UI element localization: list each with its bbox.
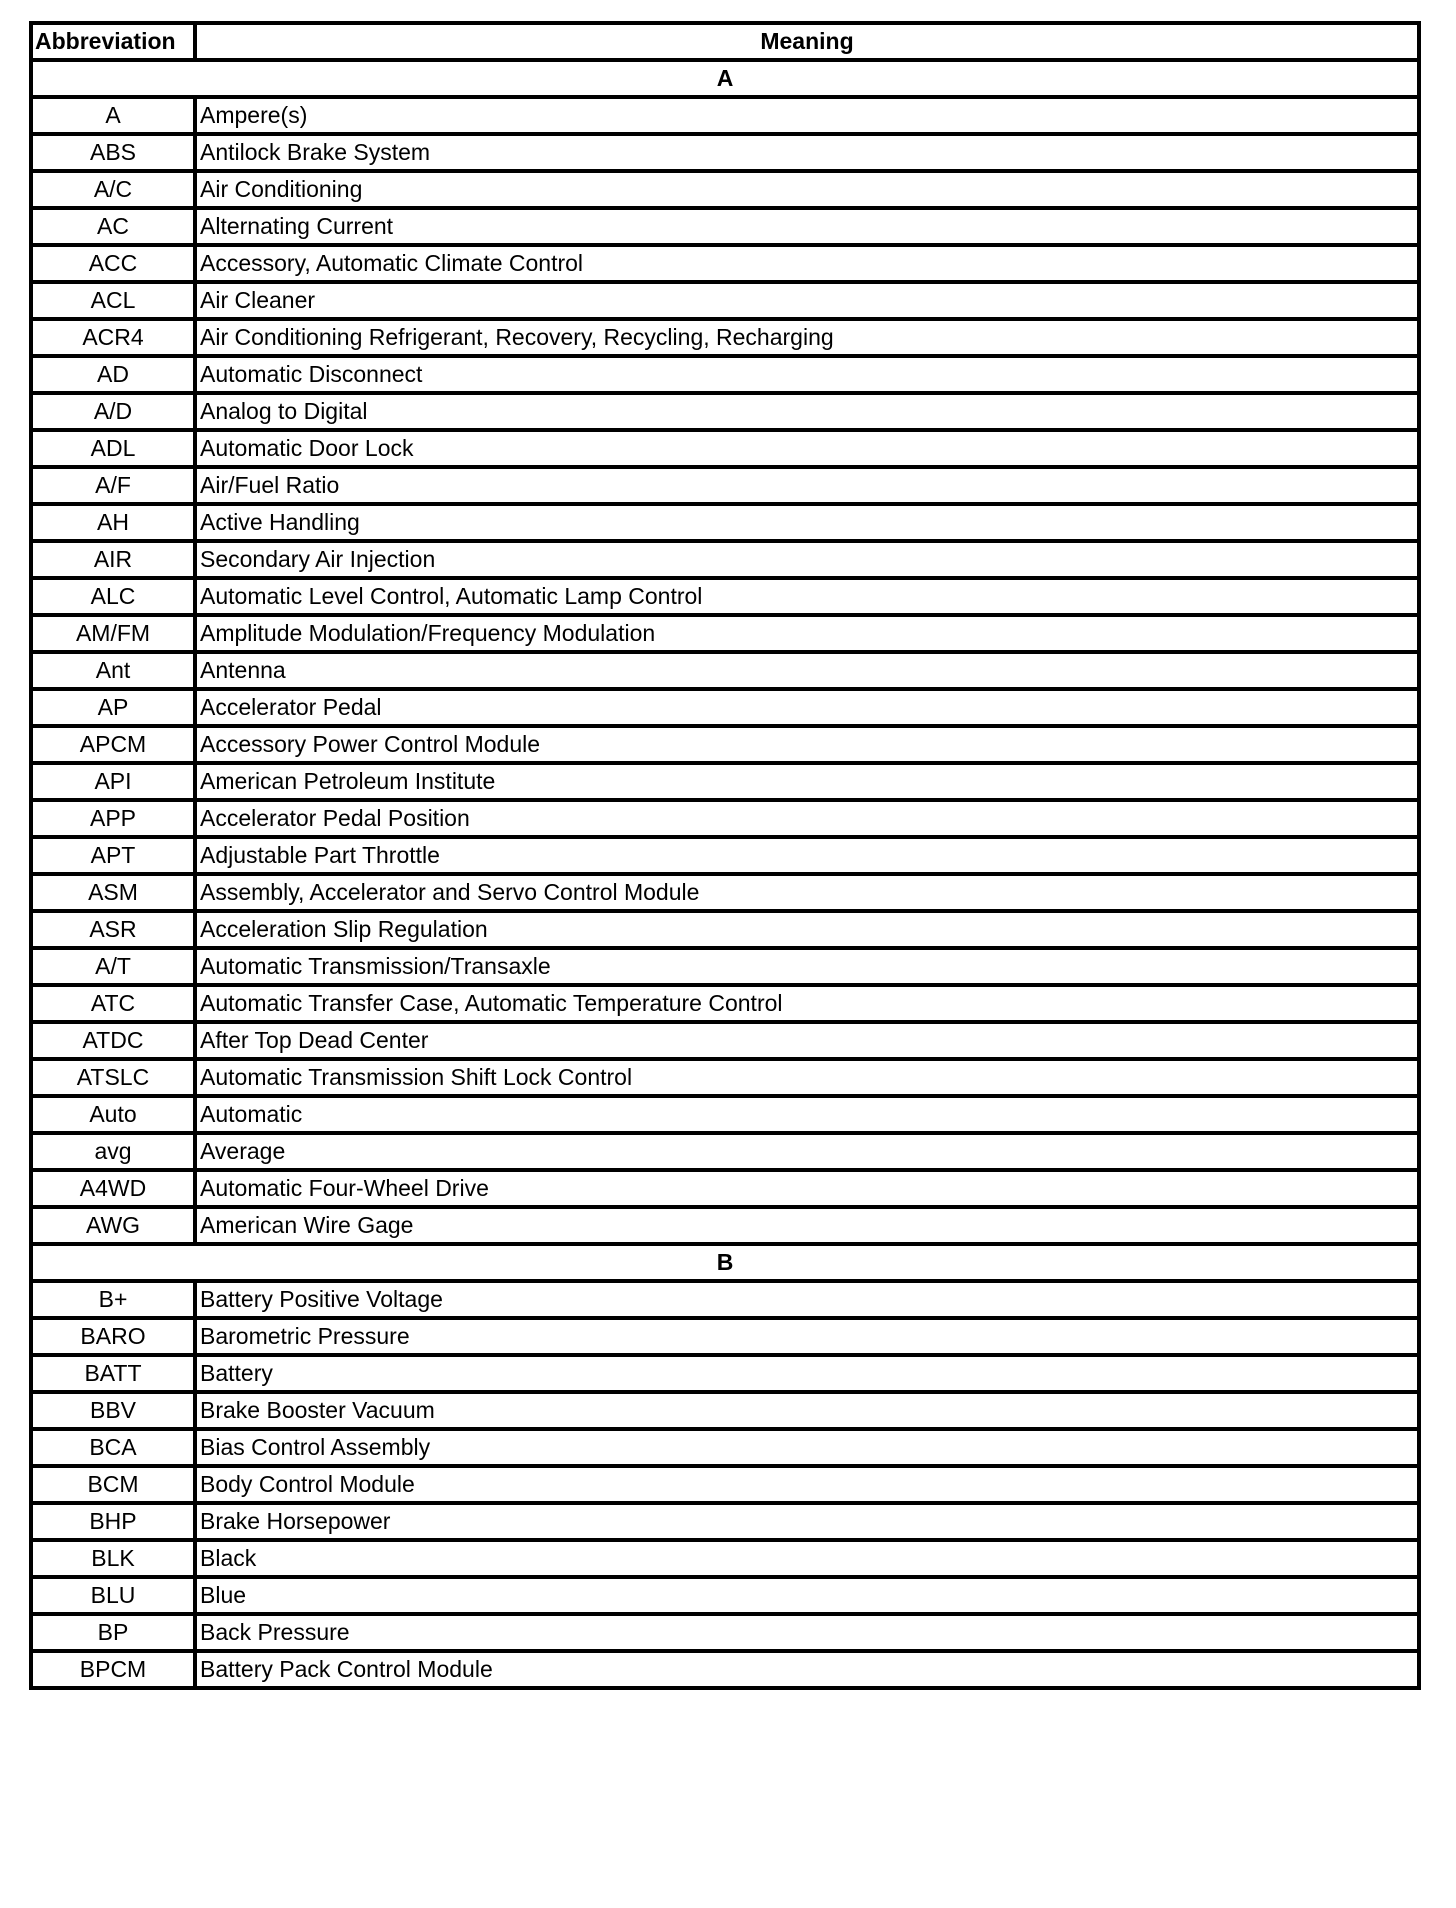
table-row: [31, 393, 1419, 430]
meaning-cell: Accessory, Automatic Climate Control: [195, 245, 1419, 282]
meaning-cell: Back Pressure: [195, 1614, 1419, 1651]
abbreviation-cell: AWG: [31, 1207, 195, 1244]
abbreviation-cell: AIR: [31, 541, 195, 578]
abbreviation-cell: BATT: [31, 1355, 195, 1392]
meaning-cell: Accelerator Pedal Position: [195, 800, 1419, 837]
abbreviations-table: [29, 21, 1421, 1690]
table-header-row: [31, 23, 1419, 60]
table-row: [31, 800, 1419, 837]
meaning-cell: Acceleration Slip Regulation: [195, 911, 1419, 948]
abbreviation-cell: APP: [31, 800, 195, 837]
section-row: [31, 60, 1419, 97]
meaning-cell: Accessory Power Control Module: [195, 726, 1419, 763]
abbreviation-cell: A/C: [31, 171, 195, 208]
meaning-cell: Automatic Level Control, Automatic Lamp Control: [195, 578, 1419, 615]
meaning-cell: Antenna: [195, 652, 1419, 689]
meaning-cell: Air Cleaner: [195, 282, 1419, 319]
meaning-cell: Adjustable Part Throttle: [195, 837, 1419, 874]
meaning-cell: Automatic: [195, 1096, 1419, 1133]
section-letter: A: [31, 60, 1419, 97]
meaning-cell: Air Conditioning Refrigerant, Recovery, Recycling, Recharging: [195, 319, 1419, 356]
meaning-cell: Body Control Module: [195, 1466, 1419, 1503]
meaning-cell: Assembly, Accelerator and Servo Control Module: [195, 874, 1419, 911]
table-row: [31, 1429, 1419, 1466]
meaning-cell: Black: [195, 1540, 1419, 1577]
meaning-cell: Blue: [195, 1577, 1419, 1614]
abbreviation-cell: A/D: [31, 393, 195, 430]
abbreviation-cell: BCM: [31, 1466, 195, 1503]
table-row: [31, 763, 1419, 800]
abbreviation-cell: ACL: [31, 282, 195, 319]
table-row: [31, 1022, 1419, 1059]
table-row: [31, 1133, 1419, 1170]
table-row: [31, 282, 1419, 319]
meaning-cell: Amplitude Modulation/Frequency Modulation: [195, 615, 1419, 652]
meaning-cell: American Wire Gage: [195, 1207, 1419, 1244]
table-row: [31, 1651, 1419, 1688]
table-body: [31, 60, 1419, 1688]
abbreviation-cell: AP: [31, 689, 195, 726]
abbreviation-cell: AD: [31, 356, 195, 393]
meaning-cell: Battery Positive Voltage: [195, 1281, 1419, 1318]
abbreviation-cell: A/T: [31, 948, 195, 985]
table-row: [31, 1577, 1419, 1614]
abbreviation-cell: BCA: [31, 1429, 195, 1466]
meaning-cell: Brake Booster Vacuum: [195, 1392, 1419, 1429]
meaning-cell: Automatic Transfer Case, Automatic Temperature Control: [195, 985, 1419, 1022]
column-header-abbreviation: Abbreviation: [31, 23, 195, 60]
abbreviation-cell: ACR4: [31, 319, 195, 356]
table-row: [31, 948, 1419, 985]
meaning-cell: Automatic Transmission/Transaxle: [195, 948, 1419, 985]
abbreviation-cell: BHP: [31, 1503, 195, 1540]
table-row: [31, 1503, 1419, 1540]
meaning-cell: Automatic Disconnect: [195, 356, 1419, 393]
abbreviation-cell: AM/FM: [31, 615, 195, 652]
table-row: [31, 1355, 1419, 1392]
meaning-cell: Secondary Air Injection: [195, 541, 1419, 578]
meaning-cell: Automatic Transmission Shift Lock Control: [195, 1059, 1419, 1096]
abbreviation-cell: ASM: [31, 874, 195, 911]
table-row: [31, 1170, 1419, 1207]
meaning-cell: American Petroleum Institute: [195, 763, 1419, 800]
column-header-meaning: Meaning: [195, 23, 1419, 60]
table-row: [31, 615, 1419, 652]
meaning-cell: Battery Pack Control Module: [195, 1651, 1419, 1688]
meaning-cell: Antilock Brake System: [195, 134, 1419, 171]
table-row: [31, 1614, 1419, 1651]
meaning-cell: Automatic Door Lock: [195, 430, 1419, 467]
abbreviation-cell: avg: [31, 1133, 195, 1170]
meaning-cell: Average: [195, 1133, 1419, 1170]
abbreviation-cell: BLU: [31, 1577, 195, 1614]
table-row: [31, 1059, 1419, 1096]
meaning-cell: Battery: [195, 1355, 1419, 1392]
section-letter: B: [31, 1244, 1419, 1281]
abbreviation-cell: BBV: [31, 1392, 195, 1429]
abbreviation-cell: APT: [31, 837, 195, 874]
abbreviation-cell: ASR: [31, 911, 195, 948]
abbreviation-cell: A: [31, 97, 195, 134]
table-row: [31, 134, 1419, 171]
table-row: [31, 652, 1419, 689]
section-row: [31, 1244, 1419, 1281]
table-row: [31, 874, 1419, 911]
table-row: [31, 208, 1419, 245]
abbreviation-cell: ALC: [31, 578, 195, 615]
abbreviation-cell: BPCM: [31, 1651, 195, 1688]
meaning-cell: Alternating Current: [195, 208, 1419, 245]
meaning-cell: After Top Dead Center: [195, 1022, 1419, 1059]
abbreviation-cell: A4WD: [31, 1170, 195, 1207]
abbreviation-cell: ACC: [31, 245, 195, 282]
table-row: [31, 356, 1419, 393]
abbreviation-cell: BARO: [31, 1318, 195, 1355]
abbreviation-cell: AC: [31, 208, 195, 245]
meaning-cell: Bias Control Assembly: [195, 1429, 1419, 1466]
table-row: [31, 504, 1419, 541]
abbreviation-cell: APCM: [31, 726, 195, 763]
meaning-cell: Air Conditioning: [195, 171, 1419, 208]
meaning-cell: Air/Fuel Ratio: [195, 467, 1419, 504]
table-row: [31, 578, 1419, 615]
abbreviation-cell: ATC: [31, 985, 195, 1022]
abbreviation-cell: ATDC: [31, 1022, 195, 1059]
table-row: [31, 1281, 1419, 1318]
table-row: [31, 1318, 1419, 1355]
abbreviation-cell: ATSLC: [31, 1059, 195, 1096]
meaning-cell: Barometric Pressure: [195, 1318, 1419, 1355]
table-row: [31, 430, 1419, 467]
abbreviation-cell: A/F: [31, 467, 195, 504]
abbreviation-cell: ABS: [31, 134, 195, 171]
abbreviation-cell: B+: [31, 1281, 195, 1318]
table-row: [31, 837, 1419, 874]
abbreviation-cell: ADL: [31, 430, 195, 467]
table-row: [31, 985, 1419, 1022]
table-row: [31, 726, 1419, 763]
meaning-cell: Active Handling: [195, 504, 1419, 541]
abbreviation-cell: BP: [31, 1614, 195, 1651]
table-row: [31, 1540, 1419, 1577]
table-row: [31, 1207, 1419, 1244]
table-row: [31, 171, 1419, 208]
table-row: [31, 319, 1419, 356]
table-row: [31, 541, 1419, 578]
abbreviation-cell: Ant: [31, 652, 195, 689]
table-row: [31, 1466, 1419, 1503]
table-row: [31, 689, 1419, 726]
table-row: [31, 911, 1419, 948]
table-row: [31, 467, 1419, 504]
meaning-cell: Ampere(s): [195, 97, 1419, 134]
abbreviation-cell: API: [31, 763, 195, 800]
abbreviation-cell: Auto: [31, 1096, 195, 1133]
abbreviation-cell: BLK: [31, 1540, 195, 1577]
table-row: [31, 97, 1419, 134]
table-row: [31, 1096, 1419, 1133]
table-row: [31, 245, 1419, 282]
meaning-cell: Analog to Digital: [195, 393, 1419, 430]
meaning-cell: Automatic Four-Wheel Drive: [195, 1170, 1419, 1207]
table-row: [31, 1392, 1419, 1429]
abbreviation-cell: AH: [31, 504, 195, 541]
meaning-cell: Brake Horsepower: [195, 1503, 1419, 1540]
meaning-cell: Accelerator Pedal: [195, 689, 1419, 726]
